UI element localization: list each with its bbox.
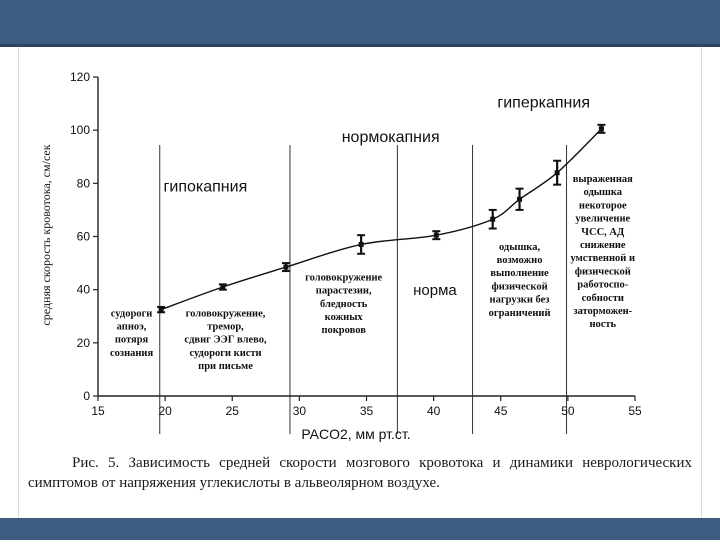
figure-caption: [28, 453, 692, 493]
symptom-annotation-line: апноэ,: [116, 321, 147, 333]
symptom-annotation-line: головокружение,: [185, 308, 266, 320]
data-point: [555, 170, 560, 175]
symptom-annotation-line: судороги кисти: [189, 347, 262, 359]
data-point: [434, 233, 439, 238]
data-point: [517, 197, 522, 202]
data-point: [159, 307, 164, 312]
axes: [98, 77, 635, 396]
symptom-annotation-line: сознания: [109, 347, 154, 359]
symptom-annotation-line: нагрузки без: [489, 294, 550, 306]
symptom-annotation-line: ность: [589, 319, 617, 331]
y-tick-label: 60: [76, 229, 90, 244]
x-tick-label: 15: [91, 404, 105, 418]
x-tick-label: 50: [561, 404, 575, 418]
symptom-annotation-line: потяря: [114, 334, 149, 346]
axis-ticks: [70, 70, 642, 418]
x-tick-label: 30: [292, 404, 307, 418]
symptom-annotation-line: одышка,: [498, 241, 541, 253]
data-point: [490, 217, 495, 222]
region-label: гиперкапния: [497, 94, 591, 112]
symptom-annotation-line: собности: [581, 292, 624, 304]
symptom-annotation-line: выраженная: [572, 174, 633, 186]
symptom-annotation-line: судороги: [110, 308, 153, 320]
x-tick-label: 25: [225, 404, 239, 418]
symptom-annotation-line: тремор,: [207, 321, 244, 333]
x-axis-label: PACO2, мм рт.ст.: [301, 426, 411, 442]
symptom-annotation-line: снижение: [579, 240, 626, 252]
x-tick-label: 20: [158, 404, 172, 418]
x-tick-label: 35: [359, 404, 374, 418]
symptom-annotation-line: выполнение: [490, 268, 549, 280]
symptom-annotation-line: увеличение: [575, 213, 631, 225]
data-point: [220, 285, 225, 290]
symptom-annotation-line: парастезии,: [315, 285, 372, 297]
symptom-annotation-line: умственной и: [570, 253, 636, 265]
region-label: нормокапния: [341, 129, 440, 147]
symptom-annotation-line: работоспо-: [577, 279, 629, 291]
symptom-annotation-line: физической: [491, 281, 548, 293]
y-tick-label: 40: [76, 282, 90, 297]
x-tick-label: 55: [628, 404, 642, 418]
symptom-annotation-line: ЧСС, АД: [581, 226, 625, 238]
y-tick-label: 80: [76, 176, 90, 191]
symptom-annotation-line: сдвиг ЭЭГ влево,: [184, 334, 267, 346]
x-tick-label: 40: [426, 404, 441, 418]
x-tick-label: 45: [494, 404, 508, 418]
symptom-annotation-line: ограничений: [488, 307, 551, 319]
region-labels: [164, 95, 590, 196]
symptom-annotation-line: при письме: [198, 361, 253, 373]
figure-caption-text: Рис. 5. Зависимость средней скорости мозгового кровотока и динамики неврологических симптомов от напряжения углекислоты в альвеолярном воздухе.: [28, 455, 692, 491]
symptom-annotation-line: головокружение: [305, 272, 383, 284]
slide-bottom-band: [0, 518, 720, 540]
symptom-annotation-line: заторможен-: [573, 306, 633, 318]
data-point: [599, 126, 604, 131]
symptom-annotation-line: норма: [413, 281, 457, 299]
symptom-annotation-line: кожных: [324, 311, 363, 323]
y-tick-label: 0: [83, 389, 90, 403]
data-point: [283, 265, 288, 270]
y-axis-label: средняя скорость кровотока, см/сек: [39, 144, 53, 326]
y-tick-label: 100: [69, 123, 90, 138]
symptom-annotation-line: некоторое: [578, 200, 627, 212]
symptom-annotation-line: одышка: [583, 187, 623, 199]
y-tick-label: 120: [69, 70, 90, 84]
region-label: гипокапния: [163, 178, 248, 196]
y-tick-label: 20: [76, 335, 90, 350]
symptom-annotation-line: покровов: [321, 325, 366, 337]
symptom-annotation-line: физической: [574, 266, 631, 278]
symptom-annotations: [110, 174, 635, 372]
symptom-annotation-line: бледность: [319, 298, 368, 310]
data-point: [359, 242, 364, 247]
symptom-annotation-line: возможно: [496, 254, 543, 266]
